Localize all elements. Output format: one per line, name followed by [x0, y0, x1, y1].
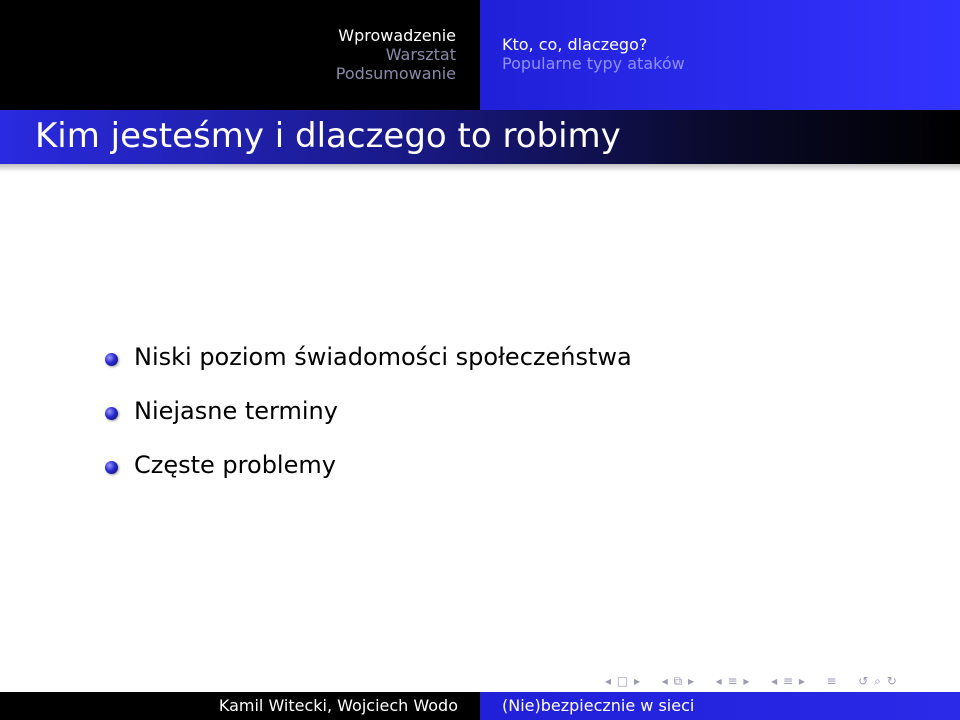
section-list: [336, 26, 456, 83]
prev-subsection-icon[interactable]: ◂: [715, 674, 722, 688]
next-section-icon[interactable]: ▸: [798, 674, 805, 688]
section-navigation: [0, 0, 480, 110]
footer: [0, 692, 960, 720]
list-item-text: Częste problemy: [134, 451, 336, 479]
beamer-navigation-symbols: [605, 672, 955, 690]
bullet-list: [105, 330, 905, 492]
next-frame-icon[interactable]: ▸: [687, 674, 695, 688]
subsection-icon[interactable]: ≡: [727, 674, 738, 688]
prev-section-icon[interactable]: ◂: [771, 674, 778, 688]
forward-icon[interactable]: ↻: [886, 674, 897, 688]
list-item: [105, 438, 905, 492]
document-icon[interactable]: ≡: [826, 674, 837, 688]
list-item-text: Niejasne terminy: [134, 397, 338, 425]
list-item-text: Niski poziom świadomości społeczeństwa: [134, 343, 632, 371]
footer-short-title: (Nie)bezpiecznie w sieci: [502, 696, 695, 715]
subsection-link-kto-co-dlaczego[interactable]: Kto, co, dlaczego?: [502, 35, 648, 54]
frame-title-bar: [0, 110, 960, 164]
slide-icon[interactable]: □: [616, 674, 629, 688]
navigation-bar: [0, 0, 960, 110]
subsection-list: [502, 35, 685, 73]
list-item: [105, 384, 905, 438]
bullet-icon: [105, 407, 118, 420]
prev-frame-icon[interactable]: ◂: [661, 674, 668, 688]
footer-title-box: [480, 692, 960, 720]
next-subsection-icon[interactable]: ▸: [743, 674, 750, 688]
footer-authors: Kamil Witecki, Wojciech Wodo: [218, 696, 458, 715]
section-link-wprowadzenie[interactable]: Wprowadzenie: [338, 26, 456, 45]
title-shadow: [0, 164, 960, 172]
frame-icon[interactable]: ⧉: [673, 674, 683, 688]
section-link-podsumowanie[interactable]: Podsumowanie: [335, 64, 456, 83]
subsection-link-popularne-typy-atakow[interactable]: Popularne typy ataków: [502, 54, 685, 73]
frame-title: Kim jesteśmy i dlaczego to robimy: [35, 116, 621, 156]
list-item: [105, 330, 905, 384]
next-slide-icon[interactable]: ▸: [634, 674, 641, 688]
back-icon[interactable]: ↺: [858, 674, 869, 688]
prev-slide-icon[interactable]: ◂: [605, 674, 612, 688]
section-link-warsztat[interactable]: Warsztat: [385, 45, 456, 64]
footer-authors-box: [0, 692, 480, 720]
subsection-navigation: [480, 0, 960, 110]
bullet-icon: [105, 461, 118, 474]
section-icon[interactable]: ≡: [782, 674, 794, 688]
search-icon[interactable]: ⌕: [874, 674, 881, 688]
bullet-icon: [105, 353, 118, 366]
